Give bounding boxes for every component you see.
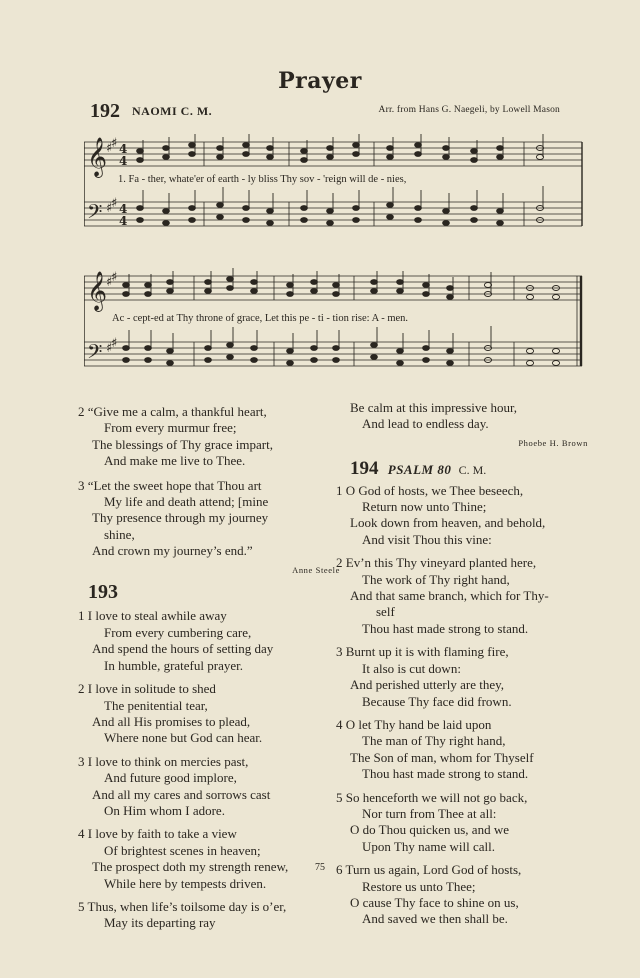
verse-line: 3 “Let the sweet hope that Thou art xyxy=(78,477,262,493)
svg-text:♯: ♯ xyxy=(111,196,118,211)
verse-line: And that same branch, which for Thy- xyxy=(350,588,549,604)
verse-line: shine, xyxy=(104,526,135,542)
hymn-193-verse-2 xyxy=(78,681,340,747)
verse-line: Thy presence through my journey xyxy=(92,510,269,526)
verse-line: And crown my journey’s end.” xyxy=(92,543,253,559)
svg-text:4: 4 xyxy=(119,202,128,216)
hymn-192-verse-2 xyxy=(78,404,340,470)
verse-line: Where none but God can hear. xyxy=(104,730,263,746)
verse-line: 5 So henceforth we will not go back, xyxy=(336,789,528,805)
verse-line: The work of Thy right hand, xyxy=(362,571,510,587)
verse-line: Thou hast made strong to stand. xyxy=(362,620,529,636)
verse-line: 5 Thus, when life’s toilsome day is o’er, xyxy=(78,898,287,914)
hymn-194-meter: C. M. xyxy=(458,463,487,478)
verse-line: 2 Ev’n this Thy vineyard planted here, xyxy=(336,555,537,571)
verse-line: And make me live to Thee. xyxy=(104,453,246,469)
hymn-193-verse-5 xyxy=(78,899,340,932)
verse-line: The man of Thy right hand, xyxy=(362,733,506,749)
svg-text:♯: ♯ xyxy=(106,141,113,156)
verse-line: Nor turn from Thee at all: xyxy=(362,805,497,821)
verse-line: 4 I love by faith to take a view xyxy=(78,826,237,842)
verse-line: Because Thy face did frown. xyxy=(362,693,512,709)
verse-line: And future good implore, xyxy=(104,770,237,786)
hymn-193-verse-1 xyxy=(78,608,340,674)
hymn-194-verse-3 xyxy=(336,644,588,710)
verse-line: Return now unto Thine; xyxy=(362,499,487,515)
verse-line: In humble, grateful prayer. xyxy=(104,657,243,673)
hymn-194-verse-5 xyxy=(336,790,588,856)
verse-line: 3 I love to think on mercies past, xyxy=(78,753,249,769)
author-attribution: Anne Steele xyxy=(292,564,340,575)
verse-line: 1 O God of hosts, we Thee beseech, xyxy=(336,482,524,498)
verse-line: Thou hast made strong to stand. xyxy=(362,766,529,782)
verse-line: Restore us unto Thee; xyxy=(362,878,476,894)
hymn-192-header xyxy=(90,102,560,122)
verse-line: Of brightest scenes in heaven; xyxy=(104,842,261,858)
verse-line: My life and death attend; [mine xyxy=(104,494,269,510)
verse-line: And all my cares and sorrows cast xyxy=(92,786,271,802)
verse-line: Be calm at this impressive hour, xyxy=(350,400,518,415)
composer-credit: Arr. from Hans G. Naegeli, by Lowell Mason xyxy=(378,105,560,115)
hymn-192-verse-3 xyxy=(78,478,340,560)
author-attribution: Phoebe H. Brown xyxy=(518,437,588,448)
verse-line: 1 I love to steal awhile away xyxy=(78,608,227,624)
svg-text:4: 4 xyxy=(119,154,128,168)
hymn-194-header xyxy=(336,458,588,480)
svg-text:♯: ♯ xyxy=(106,201,113,216)
page-number: 75 xyxy=(315,862,325,873)
svg-text:𝄢: 𝄢 xyxy=(87,340,103,368)
verse-line: Look down from heaven, and behold, xyxy=(350,515,546,531)
verse-line: 3 Burnt up it is with flaming fire, xyxy=(336,644,509,660)
svg-text:4: 4 xyxy=(119,214,128,228)
hymn-194-verse-2 xyxy=(336,555,588,637)
verse-line: And visit Thou this vine: xyxy=(362,531,492,547)
verse-line: From every murmur free; xyxy=(104,420,237,436)
lyric-line-2: Ac - cept-ed at Thy throne of grace, Let this pe - ti - tion rise: A - men. xyxy=(112,313,409,324)
svg-text:𝄞: 𝄞 xyxy=(87,271,108,311)
tune-name: NAOMI C. M. xyxy=(132,104,213,118)
verse-line: On Him whom I adore. xyxy=(104,802,225,818)
score-system-1 xyxy=(84,128,584,246)
svg-text:𝄢: 𝄢 xyxy=(87,200,103,228)
verse-line: Upon Thy name will call. xyxy=(362,838,495,854)
hymn-194-title: PSALM 80 xyxy=(387,462,452,478)
verse-line: From every cumbering care, xyxy=(104,624,252,640)
verse-line: 2 “Give me a calm, a thankful heart, xyxy=(78,404,267,419)
verse-line: And lead to endless day. xyxy=(362,416,489,432)
verse-line: 4 O let Thy hand be laid upon xyxy=(336,716,492,732)
hymn-193-number: 193 xyxy=(88,581,118,604)
svg-text:♯: ♯ xyxy=(111,136,118,151)
svg-text:♯: ♯ xyxy=(106,341,113,356)
verse-line: The Son of man, whom for Thyself xyxy=(350,749,534,765)
verse-line: And saved we then shall be. xyxy=(362,911,508,927)
hymn-194-number: 194 xyxy=(350,458,379,480)
verse-line: 2 I love in solitude to shed xyxy=(78,681,216,697)
section-title: Prayer xyxy=(278,68,362,94)
verse-line: 6 Turn us again, Lord God of hosts, xyxy=(336,862,522,878)
hymn-number: 192 xyxy=(90,100,120,122)
right-column xyxy=(336,400,588,928)
hymn-194-verse-4 xyxy=(336,717,588,783)
svg-text:♯: ♯ xyxy=(111,270,118,285)
hymn-193-verse-3 xyxy=(78,754,340,820)
verse-line: May its departing ray xyxy=(104,915,216,931)
svg-text:♯: ♯ xyxy=(106,275,113,290)
verse-line: And perished utterly are they, xyxy=(350,677,505,693)
verse-line: While here by tempests driven. xyxy=(104,875,267,891)
verse-line: O do Thou quicken us, and we xyxy=(350,822,509,838)
lyric-line-1: 1. Fa - ther, whate'er of earth - ly bliss Thy sov - 'reign will de - nies, xyxy=(118,174,407,185)
left-column xyxy=(78,400,340,932)
verse-line: And all His promises to plead, xyxy=(92,713,251,729)
verse-line: The blessings of Thy grace impart, xyxy=(92,436,273,452)
hymn-192-continuation xyxy=(336,400,588,433)
svg-text:𝄞: 𝄞 xyxy=(87,137,108,177)
hymn-193-verse-4 xyxy=(78,826,340,892)
verse-line: And spend the hours of setting day xyxy=(92,641,274,657)
hymn-194-verse-1 xyxy=(336,483,588,549)
verse-line: It also is cut down: xyxy=(362,660,461,676)
svg-text:♯: ♯ xyxy=(111,336,118,351)
verse-line: O cause Thy face to shine on us, xyxy=(350,894,519,910)
music-system-1 xyxy=(84,128,584,246)
verse-line: The penitential tear, xyxy=(104,697,208,713)
verse-line: The prospect doth my strength renew, xyxy=(92,859,289,875)
svg-text:4: 4 xyxy=(119,142,128,156)
verse-line: self xyxy=(376,604,395,620)
